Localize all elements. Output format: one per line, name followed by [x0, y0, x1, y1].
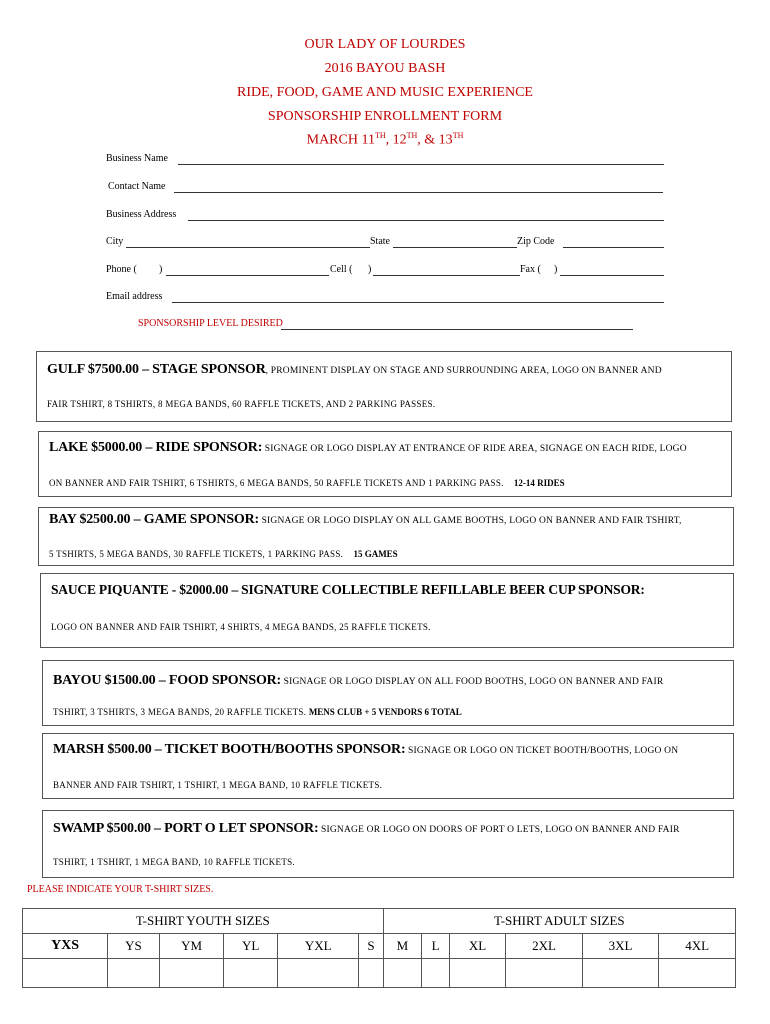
cell-paren-close: )	[368, 264, 372, 275]
fax-label: Fax (	[520, 264, 541, 275]
sponsorship-level-label: SPONSORSHIP LEVEL DESIRED	[138, 318, 283, 329]
sponsor-desc: SIGNAGE OR LOGO DISPLAY ON ALL GAME BOOTHS, LOGO ON BANNER AND FAIR TSHIRT,	[259, 516, 682, 526]
contact-name-field[interactable]	[174, 192, 663, 193]
sponsor-title: SWAMP $500.00 – PORT O LET SPONSOR:	[53, 821, 319, 836]
cell-field[interactable]	[373, 275, 520, 276]
tshirt-note: PLEASE INDICATE YOUR T-SHIRT SIZES.	[27, 884, 214, 895]
sponsor-desc: SIGNAGE OR LOGO ON TICKET BOOTH/BOOTHS, LOGO ON	[405, 746, 679, 756]
form-title-event: 2016 BAYOU BASH	[324, 61, 446, 76]
sponsor-benefits: ON BANNER AND FAIR TSHIRT, 6 TSHIRTS, 6 MEGA BANDS, 50 RAFFLE TICKETS AND 1 PARKING PASS.	[49, 478, 504, 488]
youth-sizes-header: T-SHIRT YOUTH SIZES	[23, 909, 384, 934]
cell-label: Cell (	[330, 264, 353, 275]
qty-s-cell[interactable]	[359, 959, 383, 988]
state-label: State	[370, 236, 390, 247]
sponsorship-level-field[interactable]	[281, 329, 633, 330]
sponsor-title: GULF $7500.00 – STAGE SPONSOR	[47, 362, 266, 377]
qty-ym-cell[interactable]	[159, 959, 223, 988]
sponsor-desc: SIGNAGE OR LOGO DISPLAY ON ALL FOOD BOOTHS, LOGO ON BANNER AND FAIR	[281, 677, 664, 687]
business-address-field[interactable]	[188, 220, 664, 221]
size-ym: YM	[159, 934, 223, 959]
fax-paren-close: )	[554, 264, 558, 275]
sponsor-box-lake	[38, 431, 732, 497]
qty-xl-cell[interactable]	[449, 959, 505, 988]
size-s: S	[359, 934, 383, 959]
qty-yxs-cell[interactable]	[23, 959, 108, 988]
city-label: City	[106, 236, 124, 247]
sponsor-title: SAUCE PIQUANTE - $2000.00 – SIGNATURE COLLECTIBLE REFILLABLE BEER CUP SPONSOR:	[51, 582, 645, 597]
size-label-row	[23, 934, 736, 959]
sponsor-benefits: BANNER AND FAIR TSHIRT, 1 TSHIRT, 1 MEGA BAND, 10 RAFFLE TICKETS.	[53, 780, 383, 790]
sponsor-benefits: TSHIRT, 3 TSHIRTS, 3 MEGA BANDS, 20 RAFFLE TICKETS.	[53, 707, 307, 717]
size-4xl: 4XL	[659, 934, 736, 959]
qty-yl-cell[interactable]	[224, 959, 278, 988]
size-l: L	[422, 934, 450, 959]
form-title-enrollment: SPONSORSHIP ENROLLMENT FORM	[267, 109, 503, 124]
sponsor-extra: 15 GAMES	[353, 549, 398, 559]
fax-field[interactable]	[560, 275, 664, 276]
phone-label: Phone (	[106, 264, 137, 275]
sponsor-box-gulf	[36, 351, 732, 422]
sponsor-benefits: TSHIRT, 1 TSHIRT, 1 MEGA BAND, 10 RAFFLE TICKETS.	[53, 857, 295, 867]
email-label: Email address	[106, 291, 163, 302]
sponsor-title: BAY $2500.00 – GAME SPONSOR:	[49, 512, 259, 527]
business-name-label: Business Name	[106, 153, 168, 164]
zip-field[interactable]	[563, 247, 664, 248]
sponsor-box-swamp	[42, 810, 734, 878]
business-name-field[interactable]	[178, 164, 664, 165]
sponsor-desc: , PROMINENT DISPLAY ON STAGE AND SURROUNDING AREA, LOGO ON BANNER AND	[265, 366, 662, 376]
size-ys: YS	[108, 934, 160, 959]
sponsor-box-marsh	[42, 733, 734, 799]
qty-l-cell[interactable]	[422, 959, 450, 988]
event-dates: MARCH 11TH, 12TH, & 13TH	[306, 131, 464, 148]
qty-3xl-cell[interactable]	[582, 959, 658, 988]
sponsor-box-bay	[38, 507, 734, 566]
sponsor-title: BAYOU $1500.00 – FOOD SPONSOR:	[53, 673, 282, 688]
sponsor-box-sauce-piquante	[40, 573, 734, 648]
size-xl: XL	[449, 934, 505, 959]
qty-4xl-cell[interactable]	[659, 959, 736, 988]
size-yl: YL	[224, 934, 278, 959]
tshirt-size-table	[22, 908, 736, 988]
phone-paren-close: )	[159, 264, 163, 275]
phone-field[interactable]	[166, 275, 329, 276]
business-address-label: Business Address	[106, 209, 177, 220]
form-title-experience: RIDE, FOOD, GAME AND MUSIC EXPERIENCE	[237, 85, 533, 100]
size-2xl: 2XL	[506, 934, 582, 959]
sponsor-title: LAKE $5000.00 – RIDE SPONSOR:	[49, 440, 263, 455]
qty-yxl-cell[interactable]	[278, 959, 359, 988]
state-field[interactable]	[393, 247, 517, 248]
sponsor-extra: MENS CLUB + 5 VENDORS 6 TOTAL	[308, 707, 462, 717]
qty-2xl-cell[interactable]	[506, 959, 582, 988]
sponsor-desc: SIGNAGE OR LOGO DISPLAY AT ENTRANCE OF RIDE AREA, SIGNAGE ON EACH RIDE, LOGO	[262, 444, 687, 454]
sponsor-benefits: LOGO ON BANNER AND FAIR TSHIRT, 4 SHIRTS, 4 MEGA BANDS, 25 RAFFLE TICKETS.	[51, 622, 431, 632]
sponsor-benefits: 5 TSHIRTS, 5 MEGA BANDS, 30 RAFFLE TICKETS, 1 PARKING PASS.	[49, 549, 344, 559]
adult-sizes-header: T-SHIRT ADULT SIZES	[383, 909, 735, 934]
qty-m-cell[interactable]	[383, 959, 422, 988]
sponsor-title: MARSH $500.00 – TICKET BOOTH/BOOTHS SPONSOR:	[53, 742, 406, 757]
form-title-church: OUR LADY OF LOURDES	[304, 37, 466, 52]
qty-ys-cell[interactable]	[108, 959, 160, 988]
size-m: M	[383, 934, 422, 959]
quantity-input-row	[23, 959, 736, 988]
email-field[interactable]	[172, 302, 664, 303]
table-header-row	[23, 909, 736, 934]
size-yxs: YXS	[23, 934, 108, 959]
contact-name-label: Contact Name	[108, 181, 166, 192]
size-yxl: YXL	[278, 934, 359, 959]
size-3xl: 3XL	[582, 934, 658, 959]
city-field[interactable]	[126, 247, 370, 248]
sponsor-desc: SIGNAGE OR LOGO ON DOORS OF PORT O LETS, LOGO ON BANNER AND FAIR	[318, 825, 680, 835]
zip-label: Zip Code	[517, 236, 555, 247]
sponsor-benefits: FAIR TSHIRT, 8 TSHIRTS, 8 MEGA BANDS, 60 RAFFLE TICKETS, AND 2 PARKING PASSES.	[47, 399, 436, 409]
sponsor-extra: 12-14 RIDES	[513, 478, 565, 488]
sponsor-box-bayou	[42, 660, 734, 726]
